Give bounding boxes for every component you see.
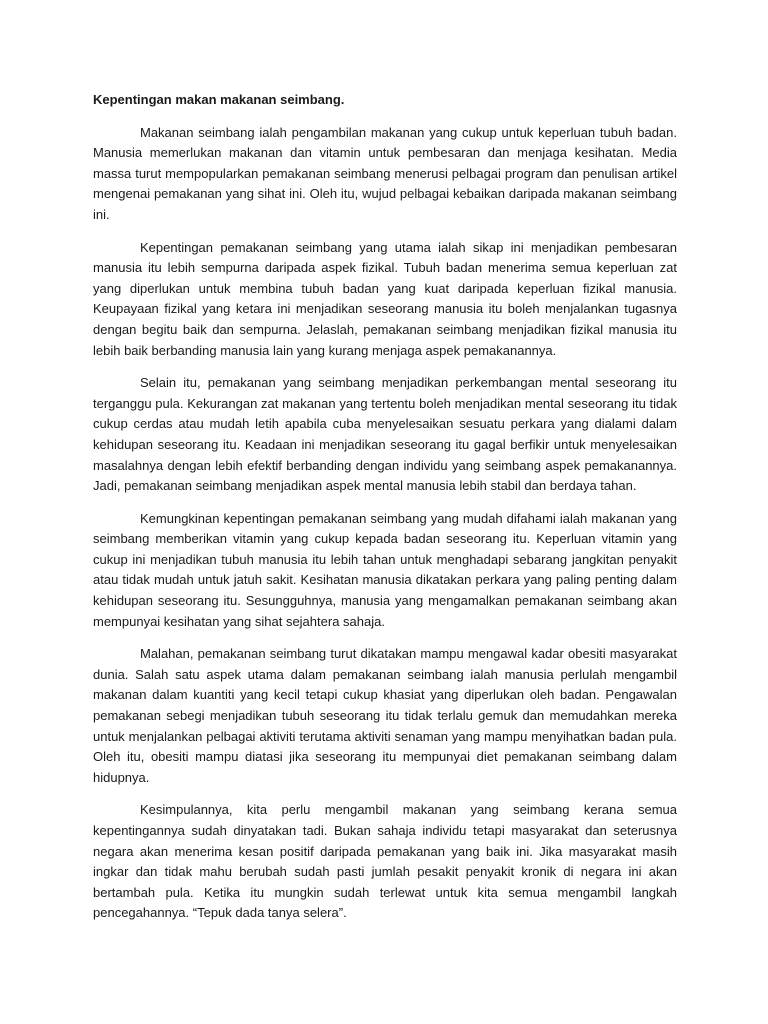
document-body <box>93 90 677 936</box>
paragraph-5: Malahan, pemakanan seimbang turut dikatakan mampu mengawal kadar obesiti masyarakat dunia. Salah satu aspek utama dalam pemakanan seimbang ialah manusia perlulah mengambil makanan dalam kuantiti yang kecil tetapi cukup khasiat yang diperlukan oleh badan. Pengawalan pemakanan sebegi menjadikan tubuh seseorang itu tidak terlalu gemuk dan memudahkan mereka untuk menjalankan pelbagai aktiviti terutama aktiviti senaman yang mampu menyihatkan badan pula. Oleh itu, obesiti mampu diatasi jika seseorang itu mempunyai diet pemakanan seimbang dalam hidupnya. <box>93 646 677 785</box>
document-title: Kepentingan makan makanan seimbang. <box>93 92 345 107</box>
paragraph-1: Makanan seimbang ialah pengambilan makanan yang cukup untuk keperluan tubuh badan. Manusia memerlukan makanan dan vitamin untuk pembesaran dan menjaga kesihatan. Media massa turut mempopularkan pemakanan seimbang menerusi pelbagai program dan penulisan artikel mengenai pemakanan yang sihat ini. Oleh itu, wujud pelbagai kebaikan daripada makanan seimbang ini. <box>93 124 677 222</box>
paragraph-2: Kepentingan pemakanan seimbang yang utama ialah sikap ini menjadikan pembesaran manusia itu lebih sempurna daripada aspek fizikal. Tubuh badan menerima semua keperluan zat yang diperlukan untuk membina tubuh badan yang kuat daripada keperluan fizikal manusia. Keupayaan fizikal yang ketara ini menjadikan seseorang manusia itu boleh menjalankan tugasnya dengan begitu baik dan sempurna. Jelaslah, pemakanan seimbang menjadikan fizikal manusia itu lebih baik berbanding manusia lain yang kurang menjaga aspek pemakanannya. <box>93 239 677 358</box>
paragraph-3: Selain itu, pemakanan yang seimbang menjadikan perkembangan mental seseorang itu terganggu pula. Kekurangan zat makanan yang tertentu boleh menjadikan mental seseorang itu tidak cukup cerdas atau mudah letih apabila cuba menyelesaikan sesuatu perkara yang dialami dalam kehidupan seseorang itu. Keadaan ini menjadikan seseorang itu gagal berfikir untuk menyelesaikan masalahnya dengan lebih efektif berbanding dengan individu yang seimbang aspek pemakanannya. Jadi, pemakanan seimbang menjadikan aspek mental manusia lebih stabil dan berdaya tahan. <box>93 375 677 494</box>
paragraph-4: Kemungkinan kepentingan pemakanan seimbang yang mudah difahami ialah makanan yang seimbang memberikan vitamin yang cukup kepada badan seseorang itu. Keperluan vitamin yang cukup ini menjadikan tubuh manusia itu lebih tahan untuk menghadapi sebarang jangkitan penyakit atau tidak mudah untuk jatuh sakit. Kesihatan manusia dikatakan perkara yang paling penting dalam kehidupan seseorang itu. Sesungguhnya, manusia yang mengamalkan pemakanan seimbang akan mempunyai kesihatan yang sihat sejahtera sahaja. <box>93 510 677 629</box>
paragraph-6: Kesimpulannya, kita perlu mengambil makanan yang seimbang kerana semua kepentingannya sudah dinyatakan tadi. Bukan sahaja individu tetapi masyarakat dan seterusnya negara akan menerima kesan positif daripada pemakanan yang baik ini. Jika masyarakat masih ingkar dan tidak mahu berubah sudah pasti jumlah pesakit penyakit kronik di negara ini akan bertambah pula. Ketika itu mungkin sudah terlewat untuk kita semua mengambil langkah pencegahannya. “Tepuk dada tanya selera”. <box>93 802 677 921</box>
